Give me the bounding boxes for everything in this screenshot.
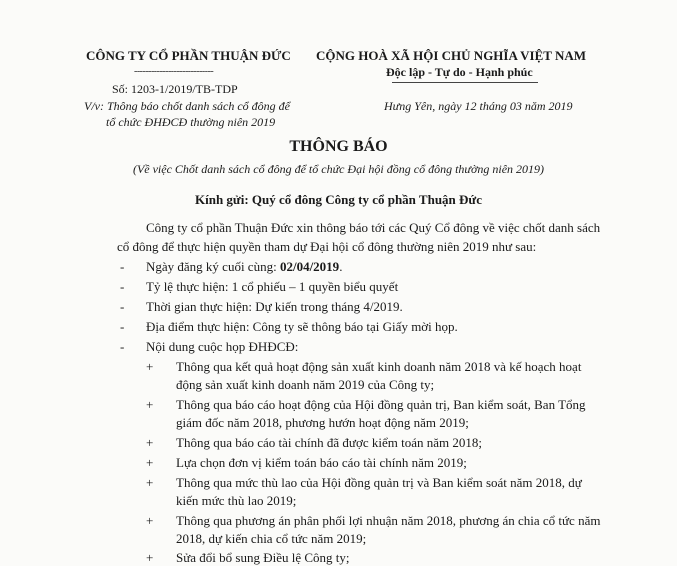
record-date-item [146, 259, 342, 275]
agenda-1-line-2: động sản xuất kinh doanh năm 2019 của Công ty; [176, 377, 435, 392]
venue-item: Địa điểm thực hiện: Công ty sẽ thông báo tại Giấy mời họp. [146, 319, 458, 334]
agenda-2-line-1: Thông qua báo cáo hoạt động của Hội đồng quản trị, Ban kiểm soát, Ban Tổng [176, 397, 586, 412]
sub-bullet-marker: + [146, 435, 154, 450]
sub-bullet-marker: + [146, 513, 154, 528]
record-date-value: 02/04/2019 [279, 259, 340, 274]
agenda-6-line-1: Thông qua phương án phân phối lợi nhuận năm 2018, phương án chia cổ tức năm [176, 513, 601, 528]
intro-line-2: cổ đông để thực hiện quyền tham dự Đại hội cổ đông thường niên 2019 như sau: [117, 239, 537, 254]
agenda-4: Lựa chọn đơn vị kiểm toán báo cáo tài chính năm 2019; [176, 455, 467, 470]
subject-line-1: V/v: Thông báo chốt danh sách cổ đông để [84, 99, 290, 113]
company-name: CÔNG TY CỔ PHẦN THUẬN ĐỨC [86, 48, 291, 63]
bullet-marker: - [120, 299, 125, 314]
sub-bullet-marker: + [146, 455, 154, 470]
bullet-marker: - [120, 319, 125, 334]
motto-underline [392, 82, 538, 83]
notice-title: THÔNG BÁO [289, 138, 388, 155]
agenda-1-line-1: Thông qua kết quả hoạt động sản xuất kinh doanh năm 2018 và kế hoạch hoạt [176, 359, 582, 374]
intro-line-1: Công ty cổ phần Thuận Đức xin thông báo tới các Quý Cổ đông về việc chốt danh sách [146, 220, 601, 235]
agenda-6-line-2: 2018, dự kiến chia cổ tức năm 2019; [176, 531, 367, 546]
bullet-marker: - [120, 279, 125, 294]
sub-bullet-marker: + [146, 550, 154, 565]
sub-bullet-marker: + [146, 475, 154, 490]
sub-bullet-marker: + [146, 397, 154, 412]
agenda-7: Sửa đổi bổ sung Điều lệ Công ty; [176, 550, 350, 565]
agenda-5-line-2: kiến mức thù lao 2019; [176, 493, 297, 508]
subject-line-2: tổ chức ĐHĐCĐ thường niên 2019 [106, 115, 276, 129]
agenda-5-line-1: Thông qua mức thù lao của Hội đồng quản trị và Ban kiểm soát năm 2018, dự [176, 475, 582, 490]
addressee: Kính gửi: Quý cổ đông Công ty cổ phần Thuận Đức [195, 192, 482, 207]
notice-subtitle: (Về việc Chốt danh sách cổ đông để tổ chức Đại hội đồng cổ đông thường niên 2019) [132, 162, 545, 176]
agenda-3: Thông qua báo cáo tài chính đã được kiểm toán năm 2018; [176, 435, 482, 450]
record-date-label: Ngày đăng ký cuối cùng: [146, 259, 280, 274]
nation-title: CỘNG HOÀ XÃ HỘI CHỦ NGHĨA VIỆT NAM [316, 48, 587, 63]
bullet-marker: - [120, 259, 125, 274]
document-number: Số: 1203-1/2019/TB-TDP [112, 82, 238, 96]
record-date-end: . [339, 259, 343, 274]
agenda-2-line-2: giám đốc năm 2018, phương hướn hoạt động năm 2019; [176, 415, 469, 430]
ratio-item: Tỷ lệ thực hiện: 1 cổ phiếu – 1 quyền biểu quyết [146, 279, 399, 294]
national-motto: Độc lập - Tự do - Hạnh phúc [386, 65, 533, 79]
time-item: Thời gian thực hiện: Dự kiến trong tháng 4/2019. [146, 299, 403, 314]
place-date: Hưng Yên, ngày 12 tháng 03 năm 2019 [384, 99, 573, 113]
sub-bullet-marker: + [146, 359, 154, 374]
company-separator: ---------------------------- [134, 66, 214, 77]
bullet-marker: - [120, 339, 125, 354]
agenda-item: Nội dung cuộc họp ĐHĐCĐ: [146, 339, 299, 354]
